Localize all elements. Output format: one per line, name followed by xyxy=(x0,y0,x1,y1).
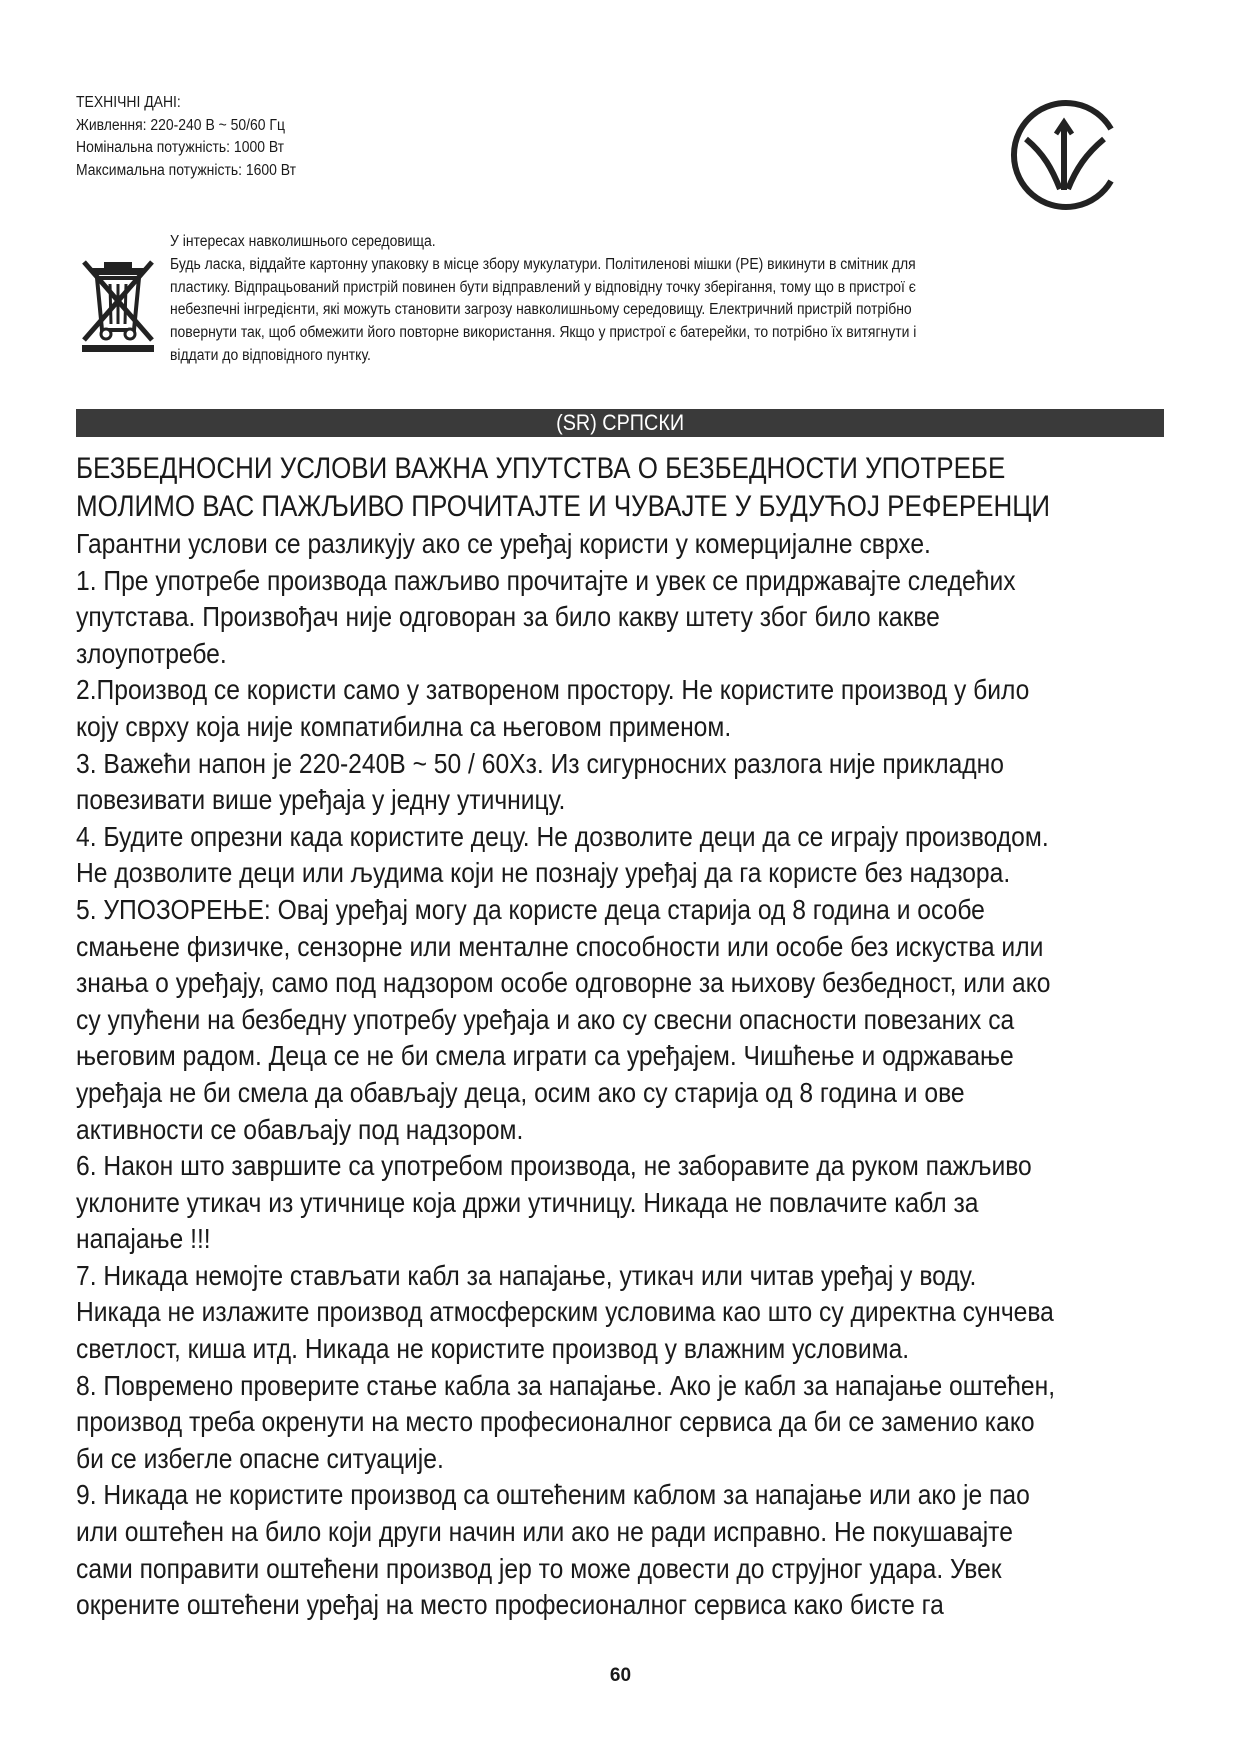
body-line: Не дозволите деци или људима који не познају уређај да га користе без надзора. xyxy=(76,857,1011,889)
body-line: 4. Будите опрезни када користите децу. Не дозволите деци да се играју производом. xyxy=(76,820,1049,852)
body-line: уређаја не би смела да обављају деца, осим ако су старија од 8 година и ове xyxy=(76,1076,965,1108)
ukrainian-conformity-icon xyxy=(1004,94,1126,216)
body-line: производ треба окренути на место професионалног сервиса да би се заменио како xyxy=(76,1406,1035,1438)
crossed-bin-icon xyxy=(80,256,156,352)
body-line: окрените оштећени уређај на место професионалног сервиса како бисте га xyxy=(76,1589,944,1621)
body-line: 3. Важећи напон је 220-240В ~ 50 / 60Хз. Из сигурносних разлога није прикладно xyxy=(76,747,1004,779)
body-line: 1. Пре употребе производа пажљиво прочитајте и увек се придржавајте следећих xyxy=(76,564,1016,596)
body-line: 5. УПОЗОРЕЊЕ: Овај уређај могу да користе деца старија од 8 година и особе xyxy=(76,893,985,925)
body-line: 7. Никада немојте стављати кабл за напајање, утикач или читав уређај у воду. xyxy=(76,1259,977,1291)
spec-heading: ТЕХНІЧНІ ДАНІ: xyxy=(76,94,181,111)
page-number: 60 xyxy=(609,1665,632,1686)
body-line: су упућени на безбедну употребу уређаја и ако су свесни опасности повезаних са xyxy=(76,1003,1015,1035)
body-line: Никада не излажите производ атмосферским условима као што су директна сунчева xyxy=(76,1296,1054,1328)
body-line: уклоните утикач из утичнице која држи утичницу. Никада не повлачите кабл за xyxy=(76,1186,979,1218)
environment-notice xyxy=(170,231,1142,368)
body-line: коју сврху која није компатибилна са његовом применом. xyxy=(76,710,732,742)
body-line: злоупотребе. xyxy=(76,637,227,669)
body-line: његовим радом. Деца се не би смела играти са уређајем. Чишћење и одржавање xyxy=(76,1040,1014,1072)
headline-line: БЕЗБЕДНОСНИ УСЛОВИ ВАЖНА УПУТСТВА О БЕЗБЕДНОСТИ УПОТРЕБЕ xyxy=(76,452,1006,485)
body-line: 8. Повремено проверите стање кабла за напајање. Ако је кабл за напајање оштећен, xyxy=(76,1369,1056,1401)
body-line: знања о уређају, само под надзором особе одговорне за њихову безбедност, или ако xyxy=(76,967,1051,999)
spec-rated-power: Номінальна потужність: 1000 Вт xyxy=(76,139,285,156)
body-line: активности се обављају под надзором. xyxy=(76,1113,524,1145)
section-title: (SR) СРПСКИ xyxy=(556,410,684,435)
body-line: смањене физичке, сензорне или менталне способности или особе без искуства или xyxy=(76,930,1044,962)
body-line: Гарантни услови се разликују ако се уређај користи у комерцијалне сврхе. xyxy=(76,528,931,559)
section-header-band xyxy=(76,409,1164,437)
eco-line: віддати до відповідного пунтку. xyxy=(170,346,371,364)
eco-line: У інтересах навколишнього середовища. xyxy=(170,233,436,250)
body-line: или оштећен на било који други начин или ако не ради исправно. Не покушавајте xyxy=(76,1516,1013,1548)
eco-line: Будь ласка, віддайте картонну упаковку в місце збору мукулатури. Політиленові мішки (PE) викинути в смітник для xyxy=(170,255,916,273)
spec-max-power: Максимальна потужність: 1600 Вт xyxy=(76,161,297,179)
body-line: сами поправити оштећени производ јер то може довести до струјног удара. Увек xyxy=(76,1552,1002,1584)
safety-instructions xyxy=(76,450,1211,1624)
body-line: упутстава. Произвођач није одговоран за било какву штету због било какве xyxy=(76,601,940,633)
eco-line: небезпечні інгредієнти, які можуть становити загрозу навколишньому середовищу. Електричний пристрій потрібно xyxy=(170,301,912,319)
eco-line: пластику. Відпрацьований пристрій повинен бути відправлений у відповідну точку зберігання, тому що в пристрої є xyxy=(170,278,916,296)
headline-line: МОЛИМО ВАС ПАЖЉИВО ПРОЧИТАЈТЕ И ЧУВАЈТЕ У БУДУЋОЈ РЕФЕРЕНЦИ xyxy=(76,490,1051,523)
body-line: 2.Производ се користи само у затвореном простору. Не користите производ у било xyxy=(76,674,1030,706)
body-line: 9. Никада не користите производ са оштећеним каблом за напајање или ако је пао xyxy=(76,1479,1030,1511)
eco-line: повернути так, щоб обмежити його повторне використання. Якщо у пристрої є батерейки, то потрібно їх витягнути і xyxy=(170,324,917,342)
body-line: 6. Након што завршите са употребом производа, не заборавите да руком пажљиво xyxy=(76,1150,1032,1182)
body-line: напајање !!! xyxy=(76,1223,211,1255)
spec-power-supply: Живлення: 220-240 В ~ 50/60 Гц xyxy=(76,116,285,134)
technical-data xyxy=(76,92,616,182)
body-line: светлост, киша итд. Никада не користите производ у влажним условима. xyxy=(76,1333,910,1365)
body-line: би се избегле опасне ситуације. xyxy=(76,1442,444,1474)
body-line: повезивати више уређаја у једну утичницу. xyxy=(76,784,566,816)
